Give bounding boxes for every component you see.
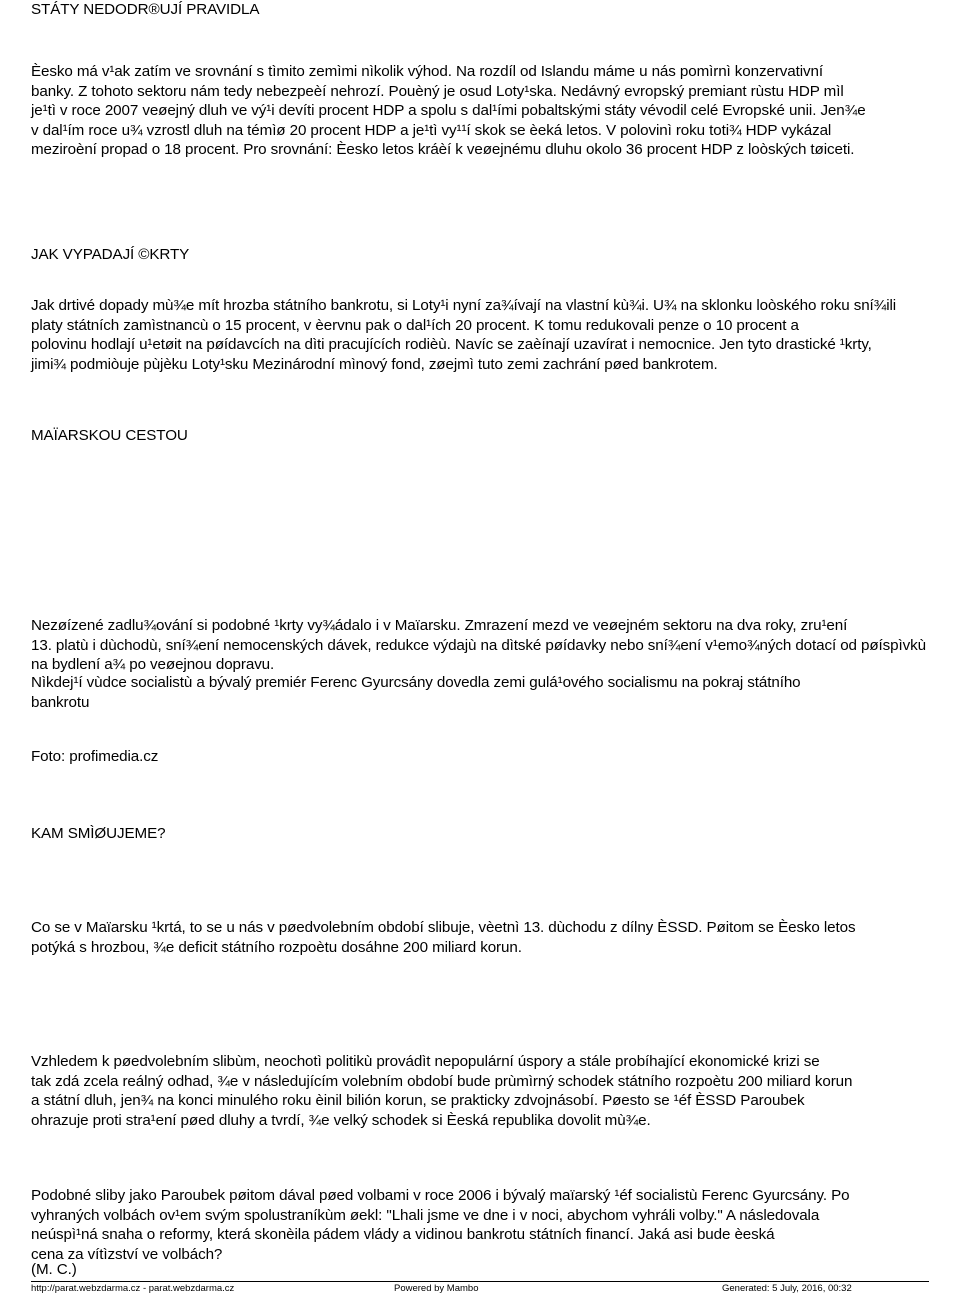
paragraph-1-line: banky. Z tohoto sektoru nám tedy nebezpeèí nehrozí. Pouèný je osud Loty¹ska. Nedávný evropský premiant rùstu HDP mìl — [31, 82, 844, 100]
paragraph-5-line: na bydlení a¾ po veøejnou dopravu. — [31, 656, 275, 673]
paragraph-1-line: meziroèní propad o 18 procent. Pro srovnání: Èesko letos kráèí k veøejnému dluhu okolo 36 procent HDP z loòských tøiceti. — [31, 141, 855, 158]
paragraph-9-line: potýká s hrozbou, ¾e deficit státního rozpoètu dosáhne 200 miliard korun. — [31, 938, 522, 956]
paragraph-10-line: tak zdá zcela reálný odhad, ¾e v následujícím volebním období bude prùmìrný schodek státního rozpoètu 200 miliard korun — [31, 1072, 853, 1090]
paragraph-3-line: polovinu hodlají u¹etøit na pøídavcích na dìti pracujících rodièù. Navíc se zaèínají uzavírat i nemocnice. Jen tyto drastické ¹krty, — [31, 336, 872, 353]
paragraph-10-line: ohrazuje proti stra¹ení pøed dluhy a tvrdí, ¾e velký schodek si Èeská republika dovolit mù¾e. — [31, 1111, 651, 1129]
paragraph-9-line: Co se v Maïarsku ¹krtá, to se u nás v pøedvolebním období slibuje, vèetnì 13. dùchodu z dílny ÈSSD. Pøitom se Èesko letos — [31, 919, 856, 936]
footer-powered-by: Powered by Mambo — [394, 1283, 479, 1294]
paragraph-1-line: je¹tì v roce 2007 veøejný dluh ve vý¹i devíti procent HDP a spolu s dal¹ími pobaltskými státy vévodil celé Evropské unii. Jen¾e — [31, 102, 866, 119]
author-signature-11-line: neúspì¹ná snaha o reformy, která skonèila pádem vlády a vidinou bankrotu státních financí. Jaká asi bude èeská — [31, 1226, 775, 1243]
paragraph-5-line: Nezøízené zadlu¾ování si podobné ¹krty vy¾ádalo i v Maïarsku. Zmrazení mezd ve veøejném sektoru na dva roky, zru¹ení — [31, 617, 848, 634]
undefined-13-line: STÁTY NEDODR®UJÍ PRAVIDLA — [31, 1, 260, 18]
section-heading-8-line: KAM SMÌØUJEME? — [31, 825, 166, 842]
author-signature-11-line: vyhraných volbách ov¹em svým spolustraníkùm øekl: "Lhali jsme ve dne i v noci, abychom vyhráli volby." A následovala — [31, 1206, 820, 1224]
paragraph-3-line: platy státních zamìstnancù o 15 procent, v èervnu pak o dal¹ích 20 procent. K tomu redukovali penze o 10 procent a — [31, 316, 799, 334]
paragraph-10-line: a státní dluh, jen¾ na konci minulého roku èinil bilión korun, se prakticky zdvojnásobí. Pøesto se ¹éf ÈSSD Paroubek — [31, 1092, 805, 1109]
paragraph-1-line: Èesko má v¹ak zatím ve srovnání s tìmito zemìmi nìkolik výhod. Na rozdíl od Islandu máme u nás pomìrnì konzervativní — [31, 63, 823, 80]
author-signature-11-line: Podobné sliby jako Paroubek pøitom dával pøed volbami v roce 2006 i bývalý maïarský ¹éf socialistù Ferenc Gyurcsány. Po — [31, 1187, 850, 1204]
author-signature-11-line: cena za vítìzství ve volbách? — [31, 1245, 223, 1263]
photo-credit-7-line: Foto: profimedia.cz — [31, 748, 159, 765]
section-heading-2-line: JAK VYPADAJÍ ©KRTY — [31, 246, 190, 263]
photo-caption-6-line: Nìkdej¹í vùdce socialistù a bývalý premiér Ferenc Gyurcsány dovedla zemi gulá¹ového socialismu na pokraj státního — [31, 674, 801, 691]
paragraph-3-line: Jak drtivé dopady mù¾e mít hrozba státního bankrotu, si Loty¹i nyní za¾ívají na vlastní kù¾i. U¾ na sklonku loòského roku sní¾ili — [31, 297, 897, 314]
footer-url: http://parat.webzdarma.cz - parat.webzdarma.cz — [31, 1283, 235, 1294]
paragraph-10-line: Vzhledem k pøedvolebním slibùm, neochotì politikù provádìt nepopulární úspory a stále probíhající ekonomické krizi se — [31, 1053, 820, 1070]
paragraph-3-line: jimi¾ podmiòuje pùjèku Loty¹sku Mezinárodní mìnový fond, zøejmì tuto zemi zachrání pøed bankrotem. — [31, 355, 718, 373]
section-heading-12-line: (M. C.) — [31, 1261, 77, 1278]
section-heading-4-line: MAÏARSKOU CESTOU — [31, 427, 188, 444]
footer-generated: Generated: 5 July, 2016, 00:32 — [722, 1283, 852, 1294]
paragraph-5-line: 13. platù i dùchodù, sní¾ení nemocenských dávek, redukce výdajù na dìtské pøídavky nebo sní¾ení v¹emo¾ných dotací od pøíspìvkù — [31, 636, 926, 654]
photo-caption-6-line: bankrotu — [31, 693, 90, 711]
footer-rule — [31, 1281, 929, 1282]
paragraph-1-line: v dal¹ím roce u¾ vzrostl dluh na témìø 20 procent HDP a je¹tì vy¹¹í skok se èeká letos. V polovinì roku toti¾ HDP vykázal — [31, 121, 832, 139]
